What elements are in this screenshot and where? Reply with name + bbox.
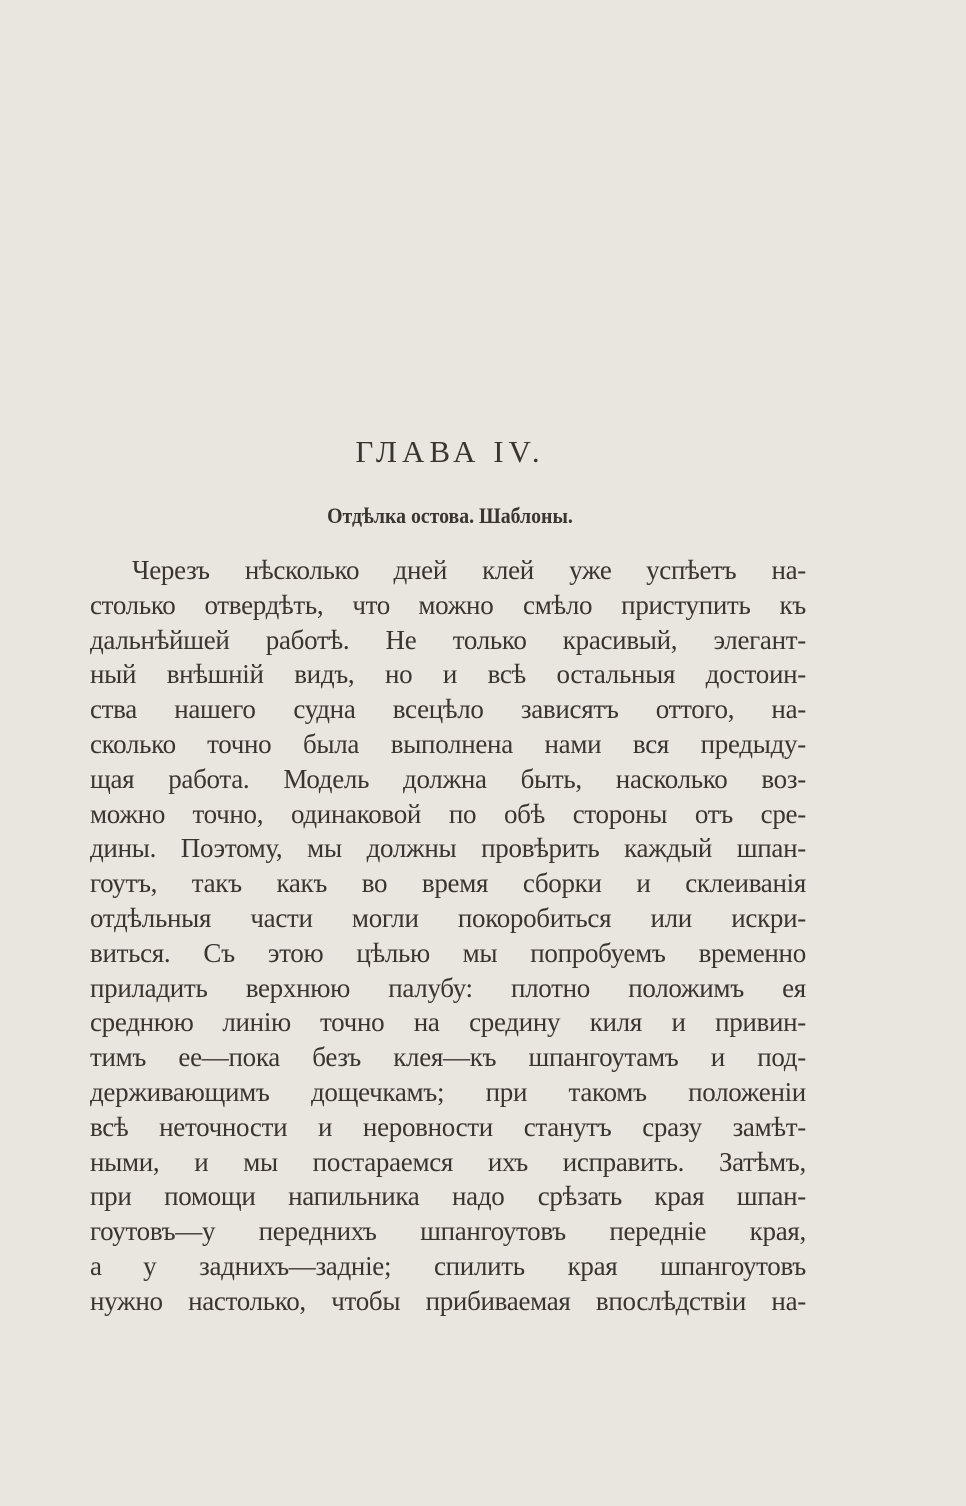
text-line: тимъ ее—пока безъ клея—къ шпангоутамъ и под-	[90, 1042, 806, 1073]
body-paragraph	[90, 553, 806, 1319]
text-line: ными, и мы постараемся ихъ исправить. Затѣмъ,	[90, 1146, 806, 1177]
text-line: а у заднихъ—заднiе; спилить края шпангоутовъ	[90, 1250, 806, 1281]
text-line: среднюю линiю точно на средину киля и привин-	[90, 1007, 806, 1038]
section-title: Отдѣлка остова. Шаблоны.	[327, 503, 573, 528]
text-line: отдѣльныя части могли покоробиться или искри-	[90, 902, 806, 933]
text-line: всѣ неточности и неровности станутъ сразу замѣт-	[90, 1111, 806, 1142]
text-line: виться. Съ этою цѣлью мы попробуемъ временно	[90, 937, 806, 968]
chapter-title: ГЛАВА IV.	[355, 434, 545, 469]
text-line: держивающимъ дощечкамъ; при такомъ положенiи	[90, 1076, 806, 1107]
text-line: Черезъ нѣсколько дней клей уже успѣетъ на-	[132, 555, 806, 585]
text-line: дины. Поэтому, мы должны провѣрить каждый шпан-	[90, 833, 806, 864]
text-line: столько отвердѣть, что можно смѣло приступить къ	[90, 589, 806, 620]
text-line: можно точно, одинаковой по обѣ стороны отъ сре-	[90, 798, 806, 829]
text-line: ный внѣшнiй видъ, но и всѣ остальныя достоин-	[90, 659, 806, 690]
text-line: сколько точно была выполнена нами вся предыду-	[90, 728, 806, 759]
text-line: гоутъ, такъ какъ во время сборки и склеиванiя	[90, 868, 806, 899]
text-line: щая работа. Модель должна быть, насколько воз-	[90, 763, 806, 794]
text-line: ства нашего судна всецѣло зависятъ оттого, на-	[90, 694, 806, 725]
text-line: гоутовъ—у переднихъ шпангоутовъ переднiе края,	[90, 1216, 806, 1247]
text-line: нужно настолько, чтобы прибиваемая впослѣдствiи на-	[90, 1285, 806, 1316]
text-line: дальнѣйшей работѣ. Не только красивый, элегант-	[90, 624, 806, 655]
text-line: при помощи напильника надо срѣзать края шпан-	[90, 1181, 806, 1212]
text-line: приладить верхнюю палубу: плотно положимъ ея	[90, 972, 806, 1003]
